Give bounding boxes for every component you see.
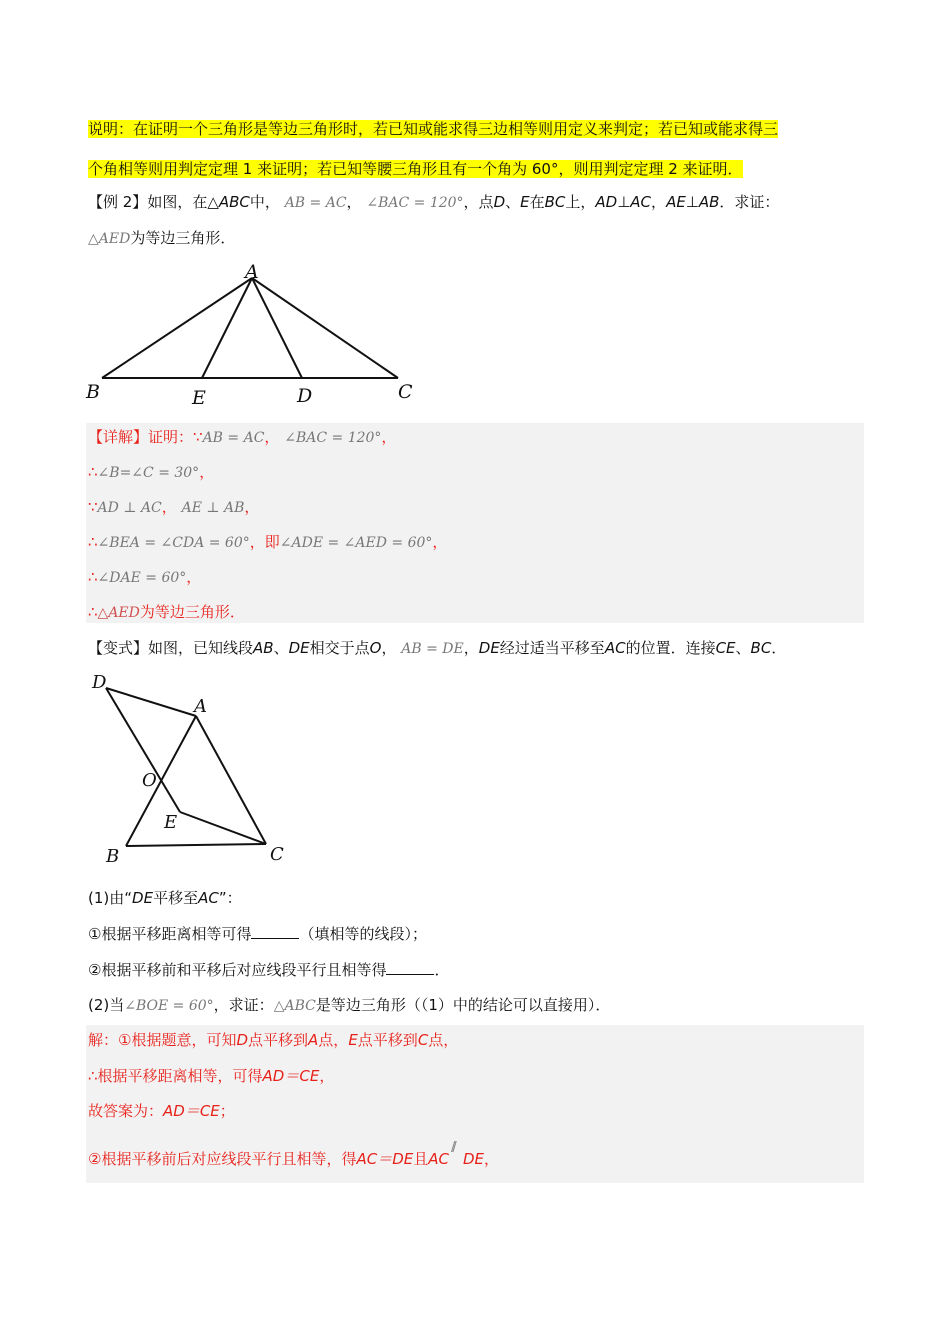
solution2-text: 点平移到 bbox=[248, 1031, 309, 1049]
figure-1 bbox=[80, 262, 420, 410]
solution1-text: ，即 bbox=[249, 533, 280, 551]
example2-line-1 bbox=[88, 190, 779, 215]
solution1-math: ∠BAC = 120° bbox=[284, 430, 382, 446]
q1-sub1-blank[interactable] bbox=[251, 924, 299, 939]
q2-math: △ABC bbox=[273, 998, 316, 1014]
example2-ae-ab: AE⊥AB bbox=[666, 193, 720, 211]
q2-line bbox=[88, 993, 610, 1018]
variant-text: 如图，已知线段 bbox=[148, 639, 254, 657]
q1-line bbox=[88, 886, 242, 910]
example2-text: ， bbox=[651, 193, 667, 211]
solution2-ad-ce: AD＝CE bbox=[163, 1102, 220, 1120]
solution1-text: ， bbox=[264, 428, 280, 446]
solution1-text: 为等边三角形． bbox=[139, 603, 245, 621]
solution1-math: AE ⊥ AB bbox=[181, 500, 245, 516]
solution1-text: ， bbox=[244, 498, 260, 516]
q1-text: 平移至 bbox=[153, 889, 199, 907]
q1-sub2-text: ②根据平移前和平移后对应线段平行且相等得 bbox=[88, 961, 387, 979]
example2-math-ab-ac: AB = AC bbox=[284, 195, 347, 211]
solution1-math: ∠DAE = 60° bbox=[97, 570, 187, 586]
example2-text: 为等边三角形． bbox=[130, 229, 236, 247]
solution1-math: AB = AC bbox=[202, 430, 265, 446]
solution2-text: ； bbox=[219, 1102, 235, 1120]
solution2-ac-de: AC＝DE bbox=[356, 1150, 414, 1168]
solution2-text: 且 bbox=[413, 1150, 429, 1168]
example2-ad-ac: AD⊥AC bbox=[595, 193, 652, 211]
example2-e: E bbox=[520, 193, 530, 211]
variant-text: 相交于点 bbox=[309, 639, 370, 657]
variant-o: O bbox=[369, 639, 382, 657]
example2-bc: BC bbox=[544, 193, 566, 211]
solution2-line-1 bbox=[88, 1028, 458, 1052]
solution1-text: ， bbox=[381, 428, 397, 446]
q1-sub1-text: ①根据平移距离相等可得 bbox=[88, 925, 252, 943]
segment-ab bbox=[126, 716, 196, 846]
q1-text: ”： bbox=[218, 889, 242, 907]
q1-text: (1)由“ bbox=[88, 889, 133, 907]
variant-text: ， bbox=[381, 639, 397, 657]
q1-sub2-blank[interactable] bbox=[386, 960, 434, 975]
variant-text: 的位置．连接 bbox=[625, 639, 716, 657]
variant-ac: AC bbox=[604, 639, 626, 657]
note-text-2: 个角相等则用判定定理 1 来证明；若已知等腰三角形且有一个角为 60°，则用判定定理 2 来证明． bbox=[88, 160, 743, 178]
solution1-line-2 bbox=[88, 460, 214, 485]
segment-ac bbox=[196, 716, 266, 844]
example2-math-triangle: △AED bbox=[88, 231, 131, 247]
label-c: C bbox=[398, 381, 413, 403]
example2-tag: 【例 2】 bbox=[88, 193, 148, 211]
solution1-text: ∴ bbox=[88, 568, 98, 586]
segment-ec bbox=[180, 812, 266, 844]
label-e: E bbox=[164, 812, 178, 833]
variant-tag: 【变式】 bbox=[88, 639, 149, 657]
solution1-text: ∵ bbox=[88, 498, 98, 516]
q1-de: DE bbox=[132, 889, 154, 907]
figure-2 bbox=[86, 668, 296, 868]
solution2-c: C bbox=[417, 1031, 429, 1049]
example2-text: 、 bbox=[505, 193, 521, 211]
solution1-text: ， bbox=[186, 568, 202, 586]
solution1-text: ， bbox=[432, 533, 448, 551]
example2-text: ．求证： bbox=[719, 193, 780, 211]
q2-math: ∠BOE = 60° bbox=[124, 998, 214, 1014]
label-c: C bbox=[270, 844, 284, 865]
example2-d: D bbox=[493, 193, 506, 211]
solution2-text: 点平移到 bbox=[357, 1031, 418, 1049]
solution-1-box bbox=[86, 423, 864, 623]
solution1-line-3 bbox=[88, 495, 259, 520]
solution2-line-3 bbox=[88, 1099, 235, 1123]
solution1-math: AD ⊥ AC bbox=[97, 500, 162, 516]
solution2-text: 故答案为： bbox=[88, 1102, 164, 1120]
variant-text: 、 bbox=[735, 639, 751, 657]
label-e: E bbox=[192, 387, 206, 409]
solution2-d: D bbox=[236, 1031, 249, 1049]
segment-ad bbox=[252, 278, 302, 378]
q1-sub2-text: ． bbox=[434, 961, 450, 979]
example2-text: 中， bbox=[249, 193, 280, 211]
note-line-2 bbox=[88, 157, 743, 181]
solution2-ad-ce: AD＝CE bbox=[262, 1067, 320, 1085]
example2-line-2 bbox=[88, 226, 235, 251]
variant-de2: DE bbox=[478, 639, 500, 657]
example2-text: ， bbox=[346, 193, 362, 211]
q2-text: (2)当 bbox=[88, 996, 125, 1014]
solution2-line-4 bbox=[88, 1140, 500, 1171]
label-d: D bbox=[92, 672, 107, 693]
solution2-de: DE bbox=[462, 1150, 485, 1168]
solution1-math: △AED bbox=[97, 605, 140, 621]
example2-abc: ABC bbox=[218, 193, 250, 211]
solution2-text: ∴根据平移距离相等，可得 bbox=[88, 1067, 263, 1085]
solution2-text: ， bbox=[319, 1067, 335, 1085]
label-d: D bbox=[297, 385, 313, 407]
note-text-1: 说明：在证明一个三角形是等边三角形时，若已知或能求得三边相等则用定义来判定；若已知或能求得三 bbox=[88, 120, 779, 138]
q2-text: 是等边三角形（（1）中的结论可以直接用）． bbox=[315, 996, 611, 1014]
solution1-text: ∴ bbox=[88, 603, 98, 621]
solution1-math: ∠B=∠C = 30° bbox=[97, 465, 200, 481]
example2-math-angle: ∠BAC = 120° bbox=[366, 195, 464, 211]
solution2-ac: AC bbox=[428, 1150, 449, 1168]
segment-ae bbox=[202, 278, 252, 378]
q1-sub1 bbox=[88, 922, 427, 946]
variant-ce: CE bbox=[715, 639, 736, 657]
variant-bc: BC bbox=[750, 639, 772, 657]
solution2-e: E bbox=[348, 1031, 358, 1049]
example2-text: 在 bbox=[529, 193, 545, 211]
segment-bc bbox=[126, 844, 266, 846]
label-b: B bbox=[106, 846, 120, 867]
solution2-text: 点， bbox=[428, 1031, 459, 1049]
note-line-1 bbox=[88, 117, 778, 141]
solution2-line-2 bbox=[88, 1064, 334, 1088]
solution2-text: ， bbox=[484, 1150, 500, 1168]
variant-ab: AB bbox=[253, 639, 274, 657]
label-a: A bbox=[245, 262, 259, 283]
q1-sub1-text: （填相等的线段）； bbox=[299, 925, 427, 943]
solution1-line-6 bbox=[88, 600, 245, 625]
variant-text: ， bbox=[463, 639, 479, 657]
parallel-equal-icon: // bbox=[450, 1140, 454, 1155]
solution1-text: ∴ bbox=[88, 463, 98, 481]
label-a: A bbox=[194, 696, 207, 717]
solution1-text: 证明：∵ bbox=[148, 428, 203, 446]
variant-text: 经过适当平移至 bbox=[499, 639, 605, 657]
example2-text: 如图，在△ bbox=[147, 193, 219, 211]
solution1-text: ， bbox=[199, 463, 215, 481]
solution1-tag: 【详解】 bbox=[88, 428, 149, 446]
solution1-line-5 bbox=[88, 565, 201, 590]
example2-text: ，点 bbox=[463, 193, 494, 211]
solution2-a: A bbox=[308, 1031, 319, 1049]
variant-line bbox=[88, 636, 786, 661]
solution1-math: ∠ADE = ∠AED = 60° bbox=[279, 535, 433, 551]
solution1-math: ∠BEA = ∠CDA = 60° bbox=[97, 535, 250, 551]
solution1-text: ∴ bbox=[88, 533, 98, 551]
q1-ac: AC bbox=[198, 889, 219, 907]
variant-text: ． bbox=[771, 639, 787, 657]
segment-ac bbox=[252, 278, 398, 378]
q2-text: ，求证： bbox=[213, 996, 274, 1014]
solution1-line-1 bbox=[88, 425, 396, 450]
q1-sub2 bbox=[88, 958, 449, 982]
solution1-text: ， bbox=[161, 498, 177, 516]
example2-text: 上， bbox=[565, 193, 596, 211]
variant-text: 、 bbox=[273, 639, 289, 657]
variant-math: AB = DE bbox=[401, 641, 464, 657]
solution2-text: 解：①根据题意，可知 bbox=[88, 1031, 237, 1049]
solution2-text: 点， bbox=[318, 1031, 349, 1049]
solution1-line-4 bbox=[88, 530, 447, 555]
label-o: O bbox=[142, 770, 157, 791]
segment-ab bbox=[102, 278, 252, 378]
label-b: B bbox=[86, 381, 100, 403]
variant-de: DE bbox=[288, 639, 310, 657]
solution2-text: ②根据平移前后对应线段平行且相等，得 bbox=[88, 1150, 357, 1168]
